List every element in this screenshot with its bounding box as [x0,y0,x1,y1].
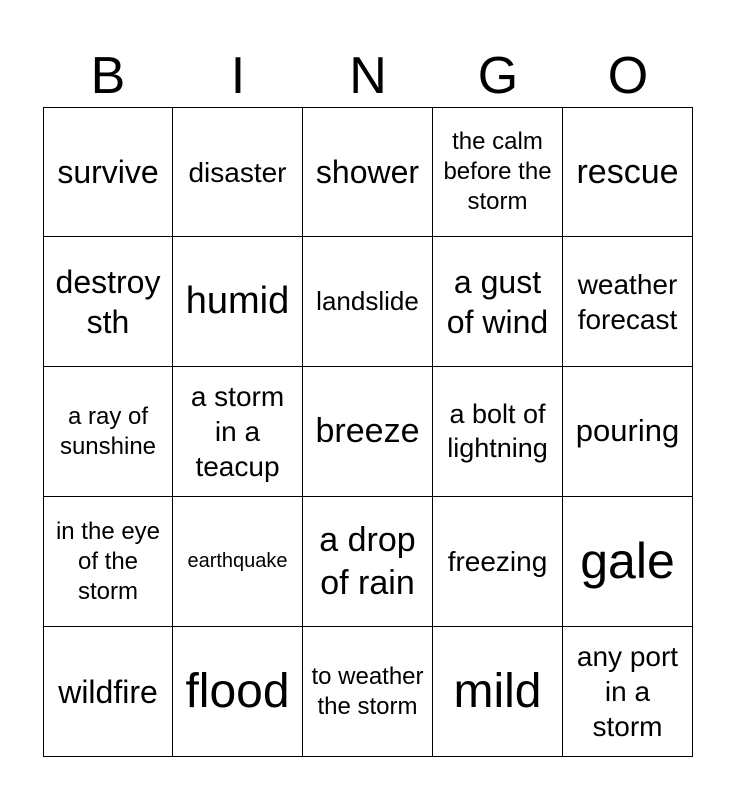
bingo-cell-a-drop-of-rain[interactable] [303,497,433,627]
header-letter-o: O [607,47,649,105]
cell-label: earthquake [187,550,288,572]
bingo-header [43,44,693,108]
bingo-cell-survive[interactable] [43,107,173,237]
bingo-cell-freezing[interactable] [433,497,563,627]
cell-label: humid [185,279,290,322]
cell-label: weather forecast [577,268,678,335]
bingo-cell-gale[interactable] [563,497,693,627]
bingo-cell-wildfire[interactable] [43,627,173,757]
bingo-cell-weather-forecast[interactable] [563,237,693,367]
bingo-cell-humid[interactable] [173,237,303,367]
bingo-cell-earthquake[interactable] [173,497,303,627]
cell-label: landslide [316,286,419,317]
cell-label: a drop of rain [319,521,416,602]
bingo-cell-a-gust-of-wind[interactable] [433,237,563,367]
cell-label: destroy sth [55,263,161,340]
cell-label: breeze [315,412,420,451]
header-letter-n: N [349,47,387,105]
bingo-cell-in-the-eye-of-the-storm[interactable] [43,497,173,627]
cell-label: freezing [447,546,548,577]
bingo-cell-breeze[interactable] [303,367,433,497]
header-letter-i: I [230,47,246,105]
cell-label: a bolt of lightning [447,398,548,463]
cell-label: shower [315,154,420,190]
bingo-cell-shower[interactable] [303,107,433,237]
cell-label: disaster [188,156,287,188]
cell-label: any port in a storm [576,641,679,742]
cell-label: survive [57,154,159,190]
bingo-cell-a-storm-in-a-teacup[interactable] [173,367,303,497]
bingo-cell-destroy-sth[interactable] [43,237,173,367]
cell-label: gale [580,533,675,590]
bingo-cell-landslide[interactable] [303,237,433,367]
bingo-board [43,107,693,757]
bingo-cell-the-calm-before-the-storm[interactable] [433,107,563,237]
header-letter-g: G [477,47,519,105]
cell-label: a gust of wind [446,263,549,340]
bingo-cell-disaster[interactable] [173,107,303,237]
cell-label: to weather the storm [311,662,424,720]
cell-label: flood [185,664,290,718]
bingo-cell-a-bolt-of-lightning[interactable] [433,367,563,497]
header-letter-b: B [90,47,126,105]
bingo-cell-mild[interactable] [433,627,563,757]
cell-label: in the eye of the storm [55,517,161,605]
bingo-cell-a-ray-of-sunshine[interactable] [43,367,173,497]
cell-label: wildfire [58,673,158,710]
cell-label: rescue [576,152,679,191]
cell-label: the calm before the storm [443,128,552,215]
cell-label: a ray of sunshine [59,402,157,460]
cell-label: pouring [575,413,680,449]
cell-label: a storm in a teacup [190,381,285,482]
bingo-cell-any-port-in-a-storm[interactable] [563,627,693,757]
bingo-cell-to-weather-the-storm[interactable] [303,627,433,757]
bingo-cell-pouring[interactable] [563,367,693,497]
bingo-cell-flood[interactable] [173,627,303,757]
bingo-cell-rescue[interactable] [563,107,693,237]
cell-label: mild [453,664,542,718]
